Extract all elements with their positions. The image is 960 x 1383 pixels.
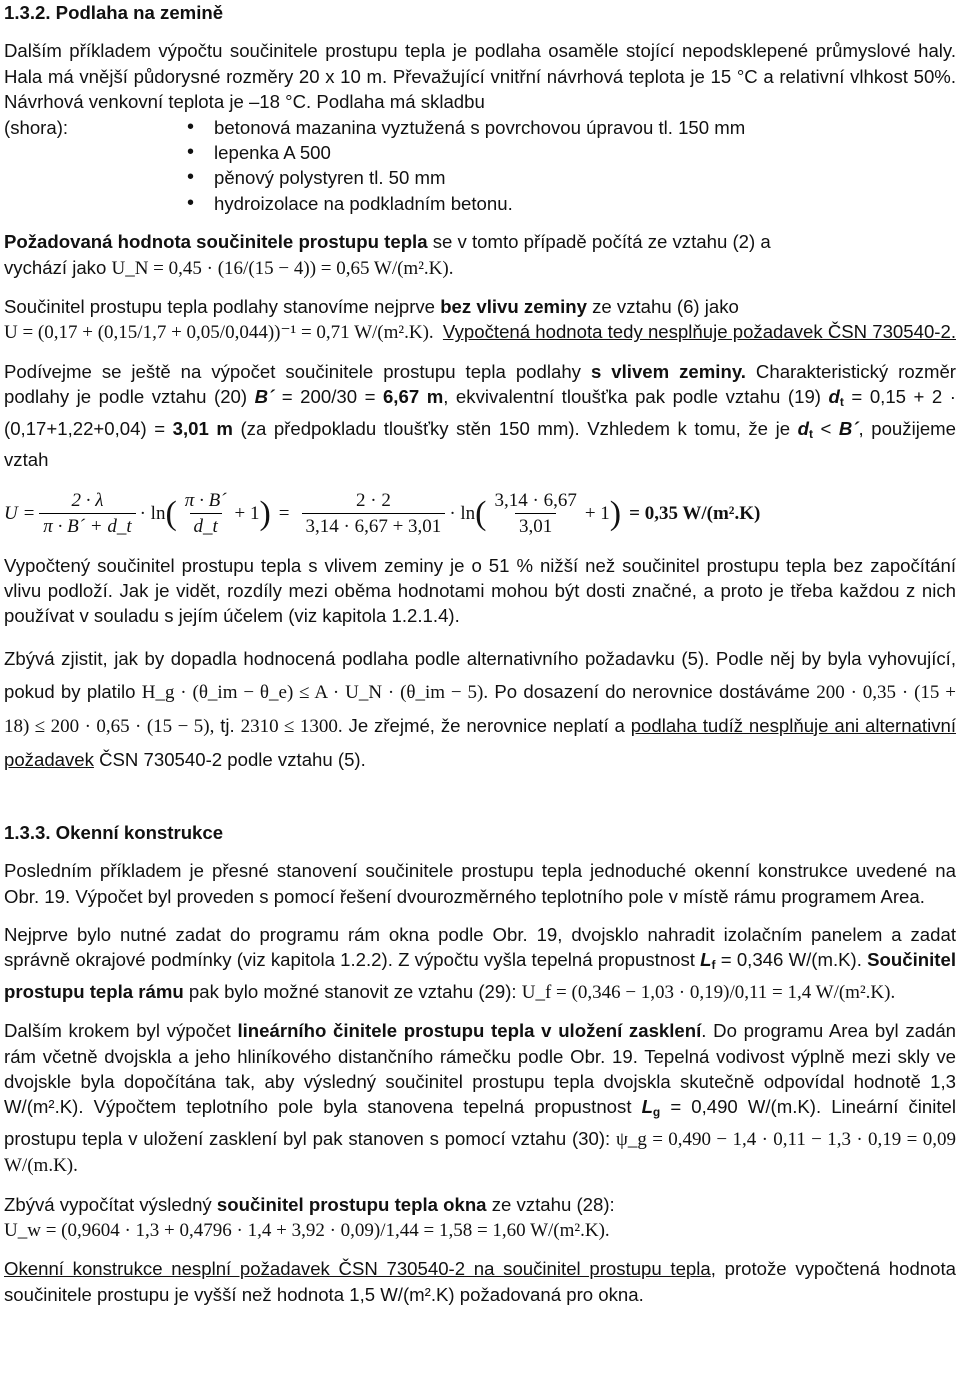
floor-layer-list xyxy=(4,115,956,217)
equation-inequality: 200 · 0,35 · (15 + 18) ≤ 200 · 0,65 · (15 − 5), xyxy=(4,681,956,737)
floor-layer-item: • lepenka A 500 xyxy=(4,140,956,165)
equation-uf: U_f = (0,346 − 1,03 · 0,19)/0,11 = 1,4 W/(m².K). xyxy=(521,981,896,1003)
equation-uw: U_w = (0,9604 · 1,3 + 0,4796 · 1,4 + 3,92 · 0,09)/1,44 = 1,58 = 1,60 W/(m².K). xyxy=(4,1220,610,1241)
equation-u-with-soil: U = $\frac{2 \cdot \lambda}{\pi \cdot B´ + d\_t}$ · ln ( $\frac{\pi \cdot B´}{d\_t}$ + 1 ) = $\frac{2 \cdot 2}{3,14 \cdot 6,67 + 3,01}$ · ln ( $\frac{3,14 \cdot 6,67}{3,01}$ + 1 ) = 0,35 W/(m².K) xyxy=(4,477,956,551)
paragraph-window-u: Zbývá vypočítat výsledný součinitel prostupu tepla okna ze vztahu (28): xyxy=(4,1193,615,1215)
equation-psi: ψ_g = 0,490 − 1,4 · 0,11 − 1,3 · 0,19 = 0,09 W/(m.K). xyxy=(4,1128,956,1177)
floor-layer-item: • pěnový polystyren tl. 50 mm xyxy=(4,165,956,190)
paragraph-window-intro: Posledním příkladem je přesné stanovení součinitele prostupu tepla jednoduché okenní konstrukce uvedené na Obr. 19. Výpočet byl proveden s pomocí řešení dvourozměrného teplotního pole v místě rámu programem Area. xyxy=(4,860,956,907)
paragraph-hall: Dalším příkladem výpočtu součinitele prostupu tepla je podlaha osaměle stojící nepodsklepené průmyslové haly. Hala má vnější půdorysné rozměry 20 x 10 m. Převažující vnitřní návrhová teplota je 15 °C a relativní vlhkost 50%. Návrhová venkovní teplota je –18 °C. Podlaha má skladbu xyxy=(4,40,956,113)
floor-layer-item: • hydroizolace na podkladním betonu. xyxy=(4,191,956,216)
paragraph-frame: Nejprve bylo nutné zadat do programu rám okna podle Obr. 19, dvojsklo nahradit izolačním panelem a zadat správně okrajové podmínky (viz kapitola 1.2.2). Z výpočtu vyšla tepelná propustnost $L_f = 0,346$ W/(m.K). Součinitel prostupu tepla rámu pak bylo možné stanovit ze vztahu (29): U_f = (0,346 − 1,03 · 0,19)/0,11 = 1,4 W/(m².K). xyxy=(4,923,956,1003)
equation-u-without-soil: U = (0,17 + (0,15/1,7 + 0,05/0,044))⁻¹ = 0,71 W/(m².K). xyxy=(4,322,434,344)
paragraph-with-soil: Podívejme se ještě na výpočet součinitele prostupu tepla podlahy s vlivem zeminy. Charakteristický rozměr podlahy je podle vztahu (20) B´ = 200/30 = 6,67 m, ekvivalentní tloušťka pak podle vztahu (19) $d_t = 0,15 + 2 \cdot (0,17+1,22+0,04) = 3,01$ m (za předpokladu tloušťky stěn 150 mm). Vzhledem k tomu, že je $d_t$ < B´, použijeme vztah xyxy=(4,360,957,471)
section-heading-1-3-3: 1.3.3. Okenní konstrukce xyxy=(4,821,224,843)
paragraph-comparison: Vypočtený součinitel prostupu tepla s vlivem zeminy je o 51 % nižší než součinitel prostupu tepla bez započítání vlivu podloží. Jak je vidět, rozdíly mezi oběma hodnotami mohou být dosti značné, a proto je třeba každou z nich používat v souladu s jejím účelem (viz kapitola 1.2.1.4). xyxy=(4,554,956,627)
paragraph-without-soil: Součinitel prostupu tepla podlahy stanovíme nejprve bez vlivu zeminy ze vztahu (6) jako xyxy=(4,296,739,318)
equation-row-uw xyxy=(4,1217,956,1243)
paragraph-glazing: Dalším krokem byl výpočet lineárního činitele prostupu tepla v uložení zasklení. Do programu Area byl zadán rám včetně dvojskla a jeho hliníkového distančního rámečku podle Obr. 19. Tepelná vodivost výplně mezi skly ve dvojskle byla dopočítána tak, aby výsledný součinitel prostupu tepla dvojskla skutečně odpovídal hodnotě 1,3 W/(m².K). Výpočtem teplotního pole byla stanovena tepelná propustnost $L_g = 0,490$ W/(m.K). Lineární činitel prostupu tepla v uložení zasklení byl pak stanoven s pomocí vztahu (30): ψ_g = 0,490 − 1,4 · 0,11 − 1,3 · 0,19 = 0,09 W/(m.K). xyxy=(4,1020,956,1177)
section-heading-1-3-2: 1.3.2. Podlaha na zemině xyxy=(4,2,224,23)
floor-layer-item: • (shora): betonová mazanina vyztužená s povrchovou úpravou tl. 150 mm xyxy=(4,115,956,140)
paragraph-conclusion: Okenní konstrukce nesplní požadavek ČSN 730540-2 na součinitel prostupu tepla, protože vypočtená hodnota součinitele prostupu je vyšší než hodnota 1,5 W/(m².K) požadovaná pro okna. xyxy=(4,1258,956,1305)
paragraph-alternative-requirement: Zbývá zjistit, jak by dopadla hodnocená podlaha podle alternativního požadavku (5). Podle něj by byla vyhovující, pokud by platilo H_g · (θ_im − θ_e) ≤ A · U_N · (θ_im − 5). Po dosazení do nerovnice dostáváme 200 · 0,35 · (15 + 18) ≤ 200 · 0,65 · (15 − 5), tj. 2310 ≤ 1300. Je zřejmé, že nerovnice neplatí a podlaha tudíž nesplňuje ani alternativní požadavek ČSN 730540-2 podle vztahu (5). xyxy=(4,647,957,770)
equation-un: U_N = 0,45 · (16/(15 − 4)) = 0,65 W/(m².K). xyxy=(111,257,454,279)
equation-hg: H_g · (θ_im − θ_e) ≤ A · U_N · (θ_im − 5). xyxy=(141,681,489,703)
equation-numeric-inequality: 2310 ≤ 1300. xyxy=(240,715,343,737)
paragraph-required-value: Požadovaná hodnota součinitele prostupu tepla se v tomto případě počítá ze vztahu (2) a xyxy=(4,231,771,253)
paragraph-required-value-eq: vychází jako U_N = 0,45 · (16/(15 − 4)) = 0,65 W/(m².K). xyxy=(4,256,454,279)
equation-row-u1 xyxy=(4,319,956,345)
nonconformity-note: Vypočtená hodnota tedy nesplňuje požadavek ČSN 730540-2. xyxy=(442,321,956,343)
